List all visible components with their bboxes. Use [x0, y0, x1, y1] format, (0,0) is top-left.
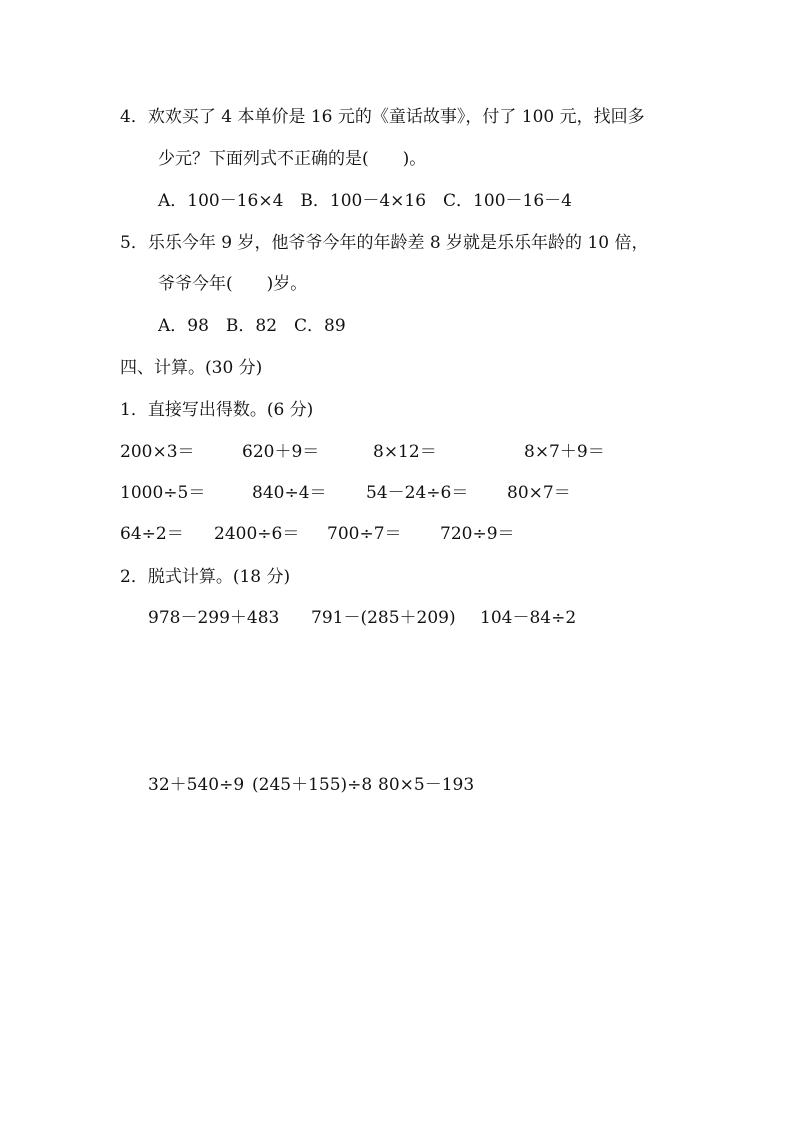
q5-line2: 爷爷今年( )岁。 [158, 274, 308, 294]
stepwise-expression: 32＋540÷9 [148, 775, 245, 795]
stepwise-expression: 978－299＋483 [148, 608, 280, 628]
section4-title: 四、计算。(30 分) [120, 358, 263, 378]
mental-item: 700÷7＝ [327, 524, 402, 544]
mental-item: 840÷4＝ [252, 483, 327, 503]
mental-item: 720÷9＝ [440, 524, 515, 544]
mental-item: 620＋9＝ [242, 442, 320, 462]
part1-title: 1．直接写出得数。(6 分) [120, 400, 314, 420]
mental-item: 8×12＝ [373, 442, 437, 462]
q5-options: A．98 B．82 C．89 [158, 316, 346, 336]
q4-line2: 少元？下面列式不正确的是( )。 [158, 149, 427, 169]
mental-item: 2400÷6＝ [214, 524, 300, 544]
q4-line1: 4．欢欢买了 4 本单价是 16 元的《童话故事》，付了 100 元，找回多 [120, 107, 645, 127]
mental-item: 54－24÷6＝ [366, 483, 469, 503]
mental-item: 80×7＝ [507, 483, 571, 503]
q5-line1: 5．乐乐今年 9 岁，他爷爷今年的年龄差 8 岁就是乐乐年龄的 10 倍， [120, 233, 649, 253]
mental-item: 200×3＝ [120, 442, 195, 462]
stepwise-expression: (245＋155)÷8 [252, 775, 373, 795]
stepwise-expression: 80×5－193 [378, 775, 475, 795]
q4-options: A．100－16×4 B．100－4×16 C．100－16－4 [158, 191, 572, 211]
stepwise-expression: 791－(285＋209) [311, 608, 456, 628]
mental-item: 1000÷5＝ [120, 483, 206, 503]
part2-title: 2．脱式计算。(18 分) [120, 567, 291, 587]
stepwise-expression: 104－84÷2 [480, 608, 577, 628]
mental-item: 64÷2＝ [120, 524, 184, 544]
mental-item: 8×7＋9＝ [524, 442, 605, 462]
